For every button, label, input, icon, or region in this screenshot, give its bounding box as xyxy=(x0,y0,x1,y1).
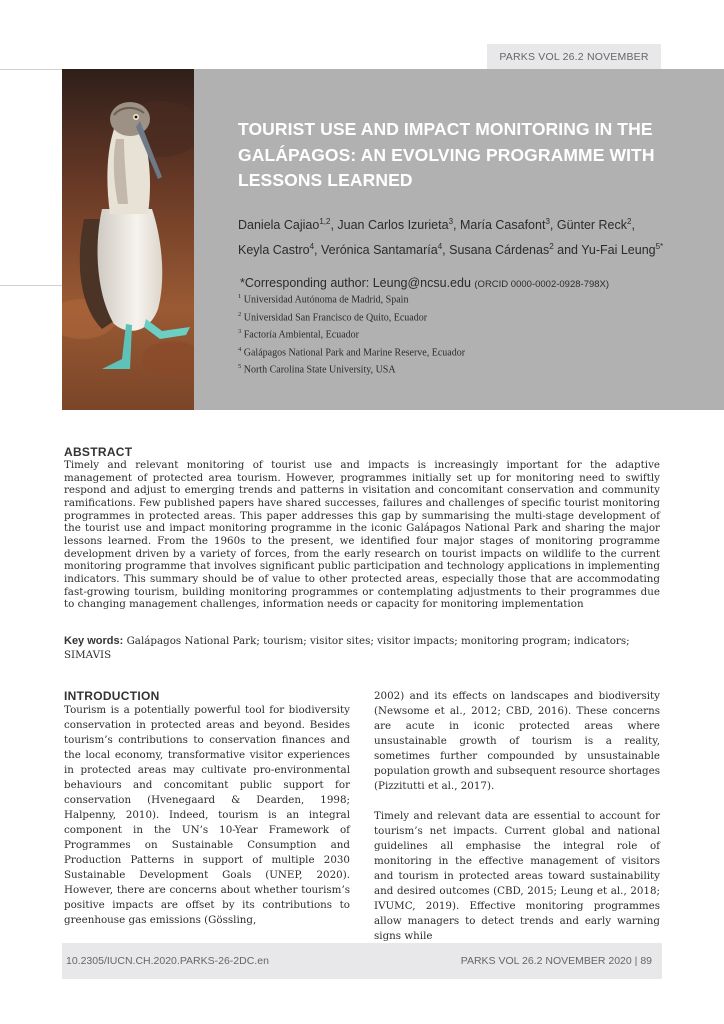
body-column-right xyxy=(374,689,660,944)
journal-issue-tab: PARKS VOL 26.2 NOVEMBER xyxy=(487,44,661,70)
orcid-id: (ORCID 0000-0002-0928-798X) xyxy=(474,279,610,290)
author-affiliation-mark: 2 xyxy=(627,217,632,226)
author-separator: , xyxy=(631,218,635,233)
affiliation-item xyxy=(238,343,678,361)
keywords-list: Galápagos National Park; tourism; visitor sites; visitor impacts; monitoring program; indicators; SIMAVIS xyxy=(64,635,630,661)
footer-journal-page xyxy=(461,955,652,967)
header-rule xyxy=(0,69,62,70)
author-name: Yu-Fai Leung xyxy=(581,243,656,258)
author-name: María Casafont xyxy=(459,218,546,233)
affiliation-number: 5 xyxy=(238,363,242,371)
affiliation-item xyxy=(238,360,678,378)
affiliation-text: North Carolina State University, USA xyxy=(241,364,396,376)
author-affiliation-mark: 3 xyxy=(448,217,454,226)
intro-paragraph-continued: 2002) and its effects on landscapes and biodiversity (Newsome et al., 2012; CBD, 2016). These concerns are acute in iconic protected areas where unsustainable growth of tourism is a reality, sometimes further compounded by unsustainable population growth and subsequent resource shortages (Pizzitutti et al., 2017). xyxy=(374,690,660,792)
author-name: Juan Carlos Izurieta xyxy=(337,218,449,233)
author-affiliation-mark: 2 xyxy=(549,242,554,252)
affiliation-text: Universidad Autónoma de Madrid, Spain xyxy=(241,294,409,306)
keywords xyxy=(64,634,660,662)
doi-link[interactable]: 10.2305/IUCN.CH.2020.PARKS-26-2DC.en xyxy=(66,955,269,967)
affiliation-item xyxy=(238,290,678,308)
affiliation-item xyxy=(238,308,678,326)
author-separator: , xyxy=(549,218,557,233)
footer-separator: | xyxy=(634,955,638,967)
blue-footed-booby-photo xyxy=(62,69,194,410)
author-name: Susana Cárdenas xyxy=(449,243,550,258)
author-affiliation-mark: 1,2 xyxy=(319,217,331,226)
affiliation-number: 4 xyxy=(238,345,242,353)
author-separator: and xyxy=(553,243,582,258)
keywords-label: Key words: xyxy=(64,635,124,647)
author-separator: , xyxy=(314,243,321,258)
author-name: Keyla Castro xyxy=(238,243,310,258)
author-name: Verónica Santamaría xyxy=(320,243,438,258)
author-separator: , xyxy=(442,243,450,258)
margin-rule xyxy=(0,285,62,286)
author-name: Daniela Cajiao xyxy=(238,218,320,233)
author-separator: , xyxy=(330,218,338,233)
abstract-heading: ABSTRACT xyxy=(64,445,133,459)
article-title: TOURIST USE AND IMPACT MONITORING IN THE GALÁPAGOS: AN EVOLVING PROGRAMME WITH LESSONS LEARNED xyxy=(238,119,655,190)
author-list xyxy=(238,211,678,261)
affiliation-list xyxy=(238,290,678,378)
affiliation-item xyxy=(238,325,678,343)
body-column-left xyxy=(64,703,350,928)
abstract-text: Timely and relevant monitoring of tourist use and impacts is increasingly important for the adaptive management of protected area tourism. However, programmes initially set up for monitoring need to swiftly respond and adjust to emerging trends and patterns in visitation and concomitant conservation and community ramifications. Few published papers have shared successes, failures and challenges of specific tourist monitoring programmes in protected areas. This paper addresses this gap by summarising the multi-stage development of the tourist use and impact monitoring programme in the iconic Galápagos National Park and sharing the major lessons learned. From the 1960s to the present, we identified four major stages of monitoring programme development driven by a variety of forces, from the early research on tourist impacts on wildlife to the current monitoring programme that involves significant public participation and technology applications in implementing indicators. This summary should be of value to other protected areas, especially those that are accommodating fast-growing tourism, building monitoring programmes or contemplating adjustments to their programmes due to changing management challenges, information needs or capacity for monitoring implementation xyxy=(64,459,660,611)
affiliation-number: 2 xyxy=(238,310,242,318)
affiliation-number: 1 xyxy=(238,293,242,300)
intro-paragraph-1: Tourism is a potentially powerful tool for biodiversity conservation in protected areas and beyond. Besides tourism’s contributions to conservation finances and the local economy, transformative visitor experiences in protected areas may cultivate pro-environmental behaviours and concomitant public support for conservation (Hvenegaard & Dearden, 1998; Halpenny, 2010). Indeed, tourism is an integral component in the UN’s 10-Year Framework of Programmes on Sustainable Consumption and Production Patterns in support of multiple 2030 Sustainable Development Goals (UNEP, 2020). However, there are concerns about whether tourism’s positive impacts are offset by its contributions to greenhouse gas emissions (Gössling, xyxy=(64,704,350,926)
author-affiliation-mark: 4 xyxy=(309,242,315,252)
author-affiliation-mark: 5* xyxy=(655,242,664,252)
author-affiliation-mark: 3 xyxy=(545,217,550,226)
author-affiliation-mark: 4 xyxy=(437,242,443,252)
introduction-heading: INTRODUCTION xyxy=(64,689,160,703)
intro-paragraph-2: Timely and relevant data are essential to account for tourism’s net impacts. Current global and national guidelines all emphasise the integral role of monitoring in the effective management of visitors and tourism in protected areas toward sustainability and desired outcomes (CBD, 2015; Leung et al., 2018; IVUMC, 2019). Effective monitoring programmes allow managers to detect trends and early warning signs while xyxy=(374,810,660,942)
corresponding-author xyxy=(240,276,700,290)
affiliation-text: Factoría Ambiental, Ecuador xyxy=(241,329,359,341)
affiliation-number: 3 xyxy=(238,328,242,336)
affiliation-text: Galápagos National Park and Marine Reserve, Ecuador xyxy=(241,346,466,358)
page-number: 89 xyxy=(640,955,652,967)
author-separator: , xyxy=(453,218,460,233)
page-footer xyxy=(62,943,662,979)
affiliation-text: Universidad San Francisco de Quito, Ecuador xyxy=(241,311,428,323)
corresponding-email[interactable]: *Corresponding author: Leung@ncsu.edu xyxy=(240,276,471,290)
author-name: Günter Reck xyxy=(556,218,628,233)
footer-journal: PARKS VOL 26.2 NOVEMBER 2020 xyxy=(460,955,632,967)
